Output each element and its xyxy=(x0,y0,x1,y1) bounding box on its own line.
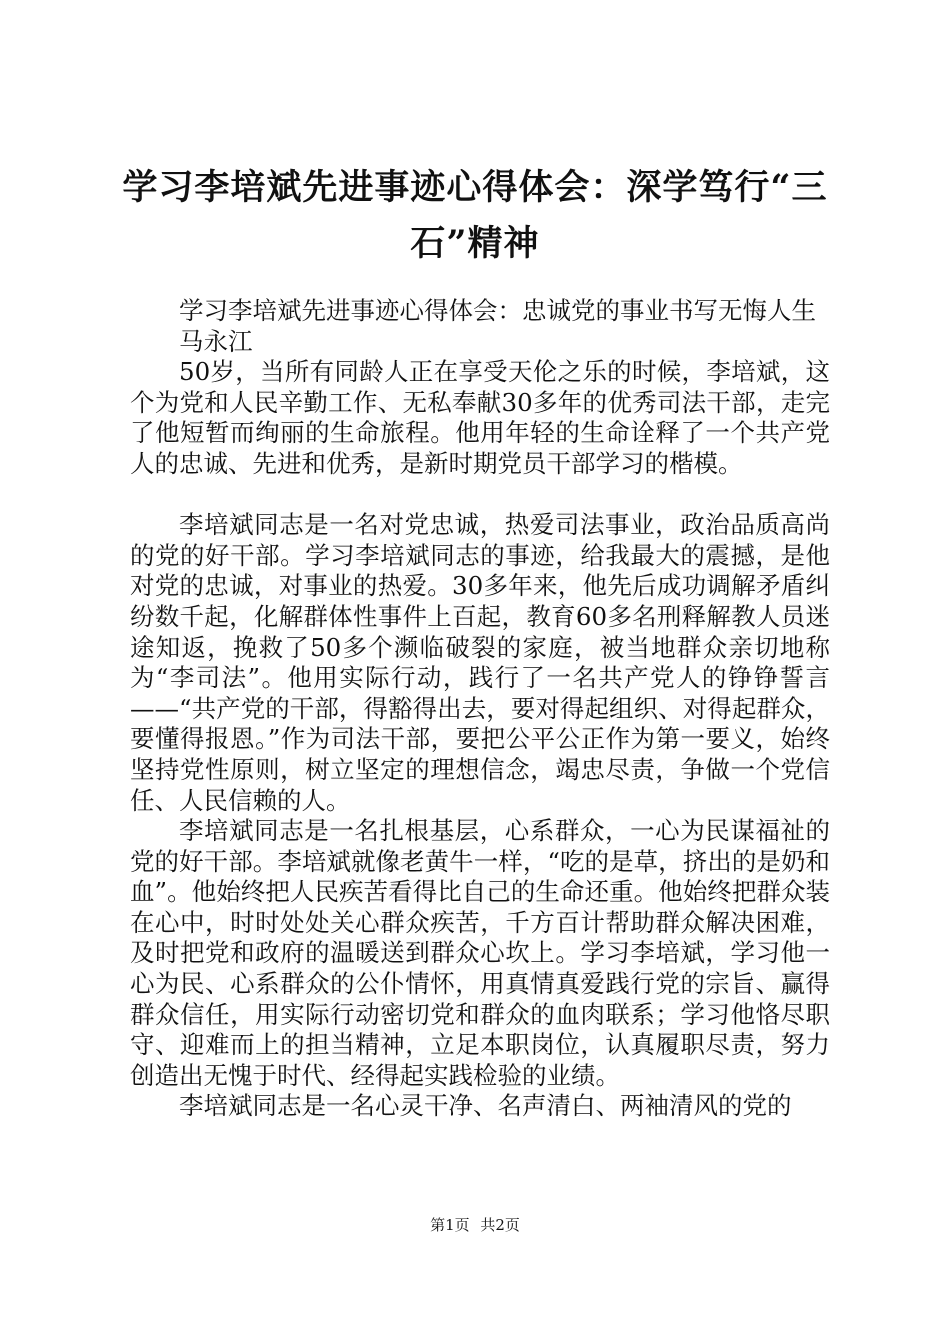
document-title: 学习李培斌先进事迹心得体会：深学笃行“三石”精神 xyxy=(122,167,828,264)
author-name: 马永江 xyxy=(179,326,253,356)
paragraph: 李培斌同志是一名扎根基层，心系群众，一心为民谋福祉的党的好干部。李培斌就像老黄牛一样，“吃的是草，挤出的是奶和血”。他始终把人民疾苦看得比自己的生命还重。他始终把群众装在心中，时时处处关心群众疾苦，千方百计帮助群众解决困难，及时把党和政府的温暖送到群众心坎上。学习李培斌，学习他一心为民、心系群众的公仆情怀，用真情真爱践行党的宗旨、赢得群众信任，用实际行动密切党和群众的血肉联系；学习他恪尽职守、迎难而上的担当精神，立足本职岗位，认真履职尽责，努力创造出无愧于时代、经得起实践检验的业绩。 xyxy=(130,816,830,1090)
paragraph: 50岁，当所有同龄人正在享受天伦之乐的时候，李培斌，这个为党和人民辛勤工作、无私奉献30多年的优秀司法干部，走完了他短暂而绚丽的生命旅程。他用年轻的生命诠释了一个共产党人的忠诚、先进和优秀，是新时期党员干部学习的楷模。 xyxy=(130,357,830,478)
page-total: 共2页 xyxy=(480,1216,520,1234)
paragraph: 李培斌同志是一名对党忠诚，热爱司法事业，政治品质高尚的党的好干部。学习李培斌同志的事迹，给我最大的震撼，是他对党的忠诚，对事业的热爱。30多年来，他先后成功调解矛盾纠纷数千起，化解群体性事件上百起，教育60多名刑释解教人员迷途知返，挽救了50多个濒临破裂的家庭，被当地群众亲切地称为“李司法”。他用实际行动，践行了一名共产党人的铮铮誓言——“共产党的干部，得豁得出去，要对得起组织、对得起群众，要懂得报恩。”作为司法干部，要把公平公正作为第一要义，始终坚持党性原则，树立坚定的理想信念，竭忠尽责，争做一个党信任、人民信赖的人。 xyxy=(130,510,830,815)
document-body xyxy=(130,296,830,1122)
page-number: 第1页 xyxy=(430,1216,470,1234)
paragraph: 李培斌同志是一名心灵干净、名声清白、两袖清风的党的 xyxy=(179,1091,792,1121)
page-footer xyxy=(0,1215,950,1235)
document-subtitle: 学习李培斌先进事迹心得体会：忠诚党的事业书写无悔人生 xyxy=(179,296,816,325)
